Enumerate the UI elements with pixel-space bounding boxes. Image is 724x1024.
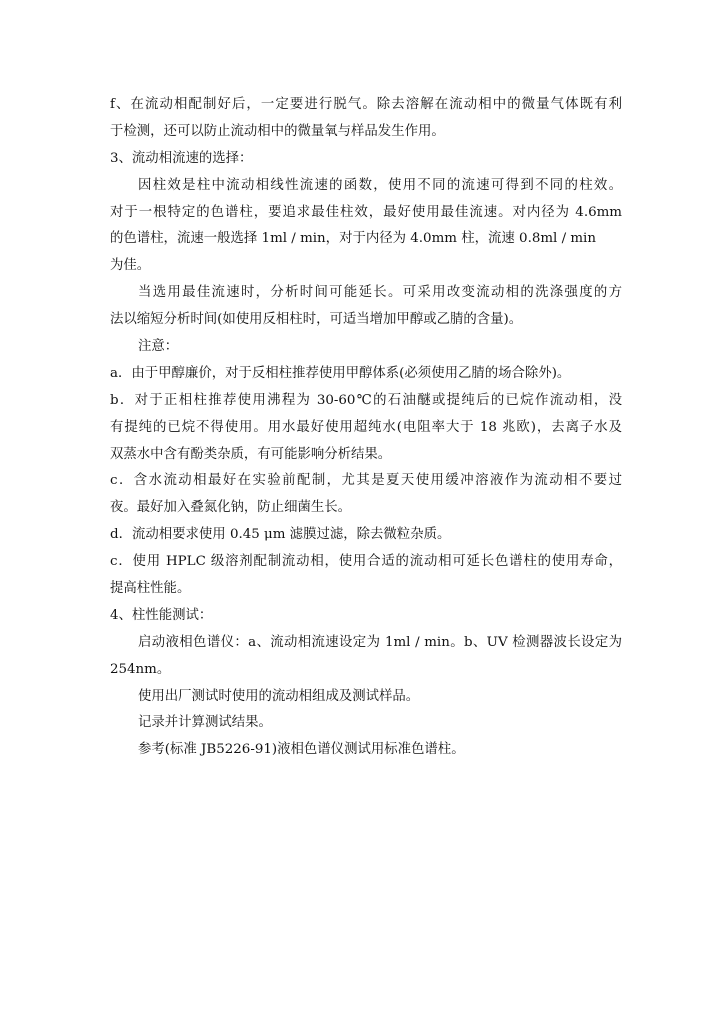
text-line: 当选用最佳流速时，分析时间可能延长。可采用改变流动相的洗涤强度的方 (138, 285, 622, 301)
text-line: 254nm。 (110, 661, 171, 677)
text-line: 因柱效是柱中流动相线性流速的函数，使用不同的流速可得到不同的柱效。 (138, 177, 622, 193)
text-line: b．对于正相柱推荐使用沸程为 30-60℃的石油醚或提纯后的已烷作流动相，没 (110, 392, 622, 408)
text-line: 的色谱柱，流速一般选择 1ml / min，对于内径为 4.0mm 柱，流速 0.8ml / min (110, 231, 596, 247)
text-line: 参考(标准 JB5226-91)液相色谱仪测试用标准色谱柱。 (138, 742, 465, 758)
text-line: 使用出厂测试时使用的流动相组成及测试样品。 (138, 688, 420, 704)
text-line: c．含水流动相最好在实验前配制，尤其是夏天使用缓冲溶液作为流动相不要过 (110, 473, 622, 489)
text-line: 于检测，还可以防止流动相中的微量氧与样品发生作用。 (110, 123, 445, 139)
text-line: 对于一根特定的色谱柱，要追求最佳柱效，最好使用最佳流速。对内径为 4.6mm (110, 204, 622, 220)
text-line: 法以缩短分析时间(如使用反相柱时，可适当增加甲醇或乙腈的含量)。 (110, 312, 523, 328)
text-line: 夜。最好加入叠氮化钠，防止细菌生长。 (110, 500, 352, 516)
text-line: 注意： (138, 339, 179, 355)
text-line: 有提纯的已烷不得使用。用水最好使用超纯水(电阻率大于 18 兆欧)，去离子水及 (110, 419, 622, 435)
text-line: 为佳。 (110, 258, 151, 274)
text-line: 双蒸水中含有酚类杂质，有可能影响分析结果。 (110, 446, 392, 462)
text-line: a．由于甲醇廉价，对于反相柱推荐使用甲醇体系(必须使用乙腈的场合除外)。 (110, 365, 571, 381)
text-line: 提高柱性能。 (110, 581, 191, 597)
text-line: 4、柱性能测试： (110, 607, 213, 623)
text-line: 启动液相色谱仪：a、流动相流速设定为 1ml / min。b、UV 检测器波长设定为 (138, 634, 622, 650)
text-line: 3、流动相流速的选择： (110, 150, 253, 166)
text-line: f、在流动相配制好后，一定要进行脱气。除去溶解在流动相中的微量气体既有利 (110, 97, 622, 112)
document-body (110, 92, 622, 764)
text-line: d．流动相要求使用 0.45 μm 滤膜过滤，除去微粒杂质。 (110, 527, 451, 543)
text-line: c．使用 HPLC 级溶剂配制流动相，使用合适的流动相可延长色谱柱的使用寿命， (110, 554, 622, 570)
text-line: 记录并计算测试结果。 (138, 715, 272, 731)
